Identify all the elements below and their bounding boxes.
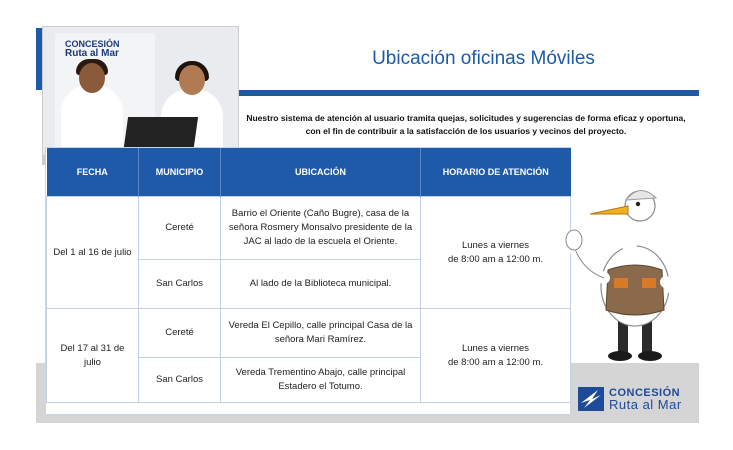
brand-line2: Ruta al Mar bbox=[609, 397, 682, 412]
photo-logo-line2: Ruta al Mar bbox=[65, 48, 119, 59]
page-title: Ubicación oficinas Móviles bbox=[372, 48, 595, 69]
brand-mark-icon bbox=[578, 387, 604, 411]
horario-cell bbox=[421, 197, 571, 309]
header-stripe bbox=[238, 90, 699, 96]
horario-hours: de 8:00 am a 12:00 m. bbox=[447, 253, 544, 265]
table-row bbox=[47, 309, 571, 358]
schedule-table bbox=[46, 148, 570, 414]
photo-logo-text bbox=[65, 39, 120, 59]
horario-days: Lunes a viernes bbox=[461, 239, 530, 251]
municipio-cell: San Carlos bbox=[139, 260, 221, 309]
horario-hours: de 8:00 am a 12:00 m. bbox=[447, 356, 544, 368]
fecha-cell: Del 1 al 16 de julio bbox=[47, 197, 139, 309]
header-fecha: FECHA bbox=[47, 148, 139, 197]
header-horario: HORARIO DE ATENCIÓN bbox=[421, 148, 571, 197]
municipio-cell: Cereté bbox=[139, 309, 221, 358]
table-row bbox=[47, 197, 571, 260]
person-right-head bbox=[179, 65, 205, 95]
municipio-cell: San Carlos bbox=[139, 358, 221, 403]
fecha-cell: Del 17 al 31 de julio bbox=[47, 309, 139, 403]
ubicacion-cell: Barrio el Oriente (Caño Bugre), casa de la señora Rosmery Monsalvo presidente de la JAC al lado de la escuela el Oriente. bbox=[221, 197, 421, 260]
table-header-row bbox=[47, 148, 571, 197]
ubicacion-cell: Vereda El Cepillo, calle principal Casa de la señora Mari Ramírez. bbox=[221, 309, 421, 358]
intro-text: Nuestro sistema de atención al usuario tramita quejas, solicitudes y sugerencias de forma eficaz y oportuna, con el fin de contribuir a la satisfacción de los usuarios y vecinos del proyecto. bbox=[246, 113, 686, 136]
header-municipio: MUNICIPIO bbox=[139, 148, 221, 197]
stork-mascot-illustration bbox=[560, 178, 700, 368]
photo-logo-line1: CONCESIÓN bbox=[65, 39, 120, 49]
horario-cell bbox=[421, 309, 571, 403]
ubicacion-cell: Al lado de la Biblioteca municipal. bbox=[221, 260, 421, 309]
horario-days: Lunes a viernes bbox=[461, 342, 530, 354]
ubicacion-cell: Vereda Trementino Abajo, calle principal Estadero el Totumo. bbox=[221, 358, 421, 403]
brand-line1: CONCESIÓN bbox=[609, 387, 681, 399]
header-ubicacion: UBICACIÓN bbox=[221, 148, 421, 197]
title-panel bbox=[238, 28, 699, 90]
brand-logo bbox=[578, 384, 696, 414]
municipio-cell: Cereté bbox=[139, 197, 221, 260]
staff-photo bbox=[43, 27, 238, 164]
person-left-head bbox=[79, 63, 105, 93]
